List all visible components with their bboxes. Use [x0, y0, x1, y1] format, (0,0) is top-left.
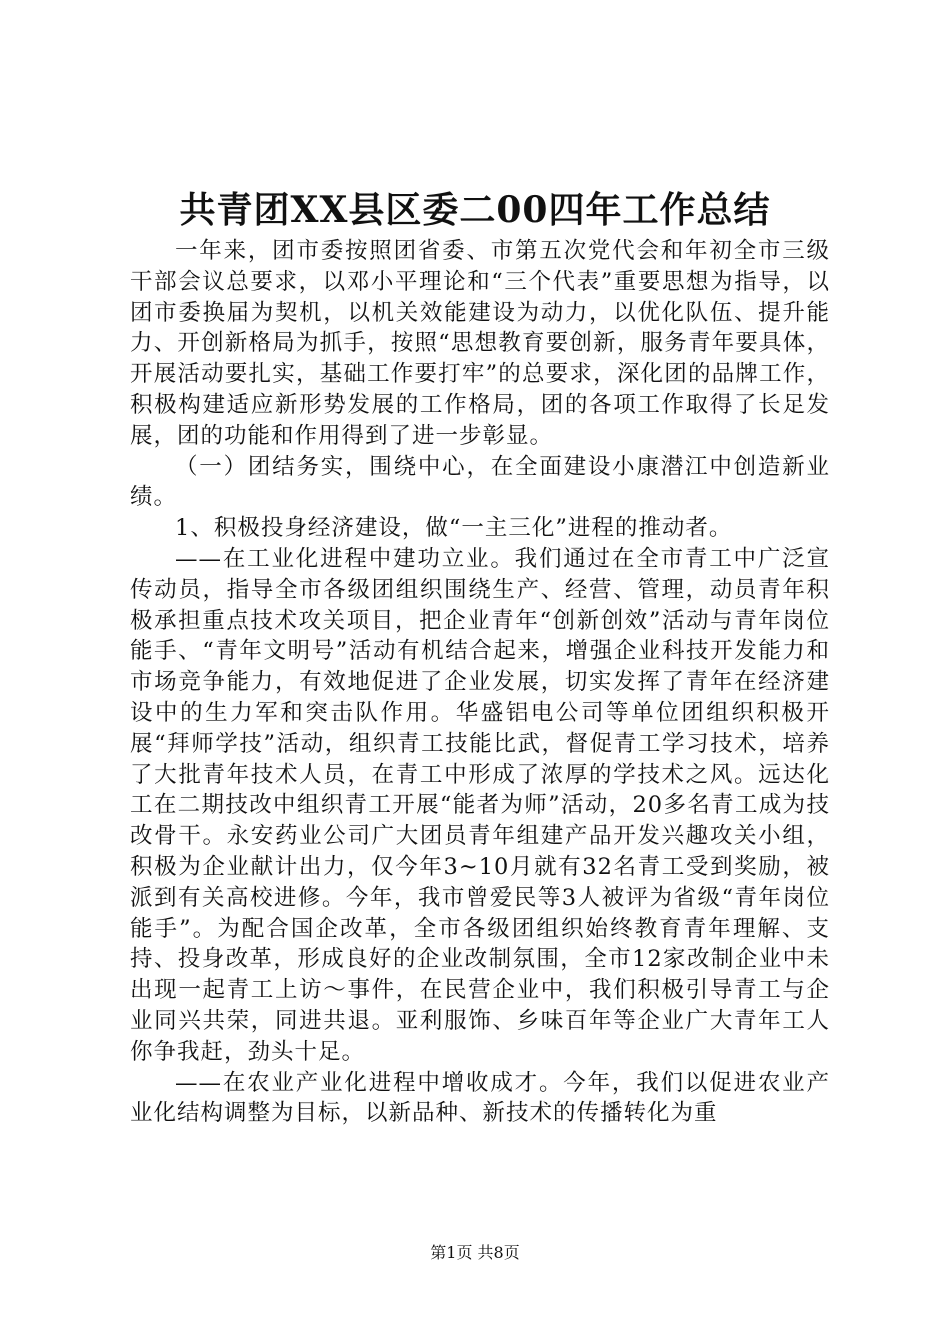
paragraph-agriculture: ——在农业产业化进程中增收成才。今年，我们以促进农业产业化结构调整为目标，以新品种、新技术的传播转化为重 — [130, 1069, 830, 1127]
document-title: 共青团XX县区委二00四年工作总结 — [179, 189, 771, 231]
page-number-footer: 第1页 共8页 — [430, 1243, 520, 1262]
paragraph-industry: ——在工业化进程中建功立业。我们通过在全市青工中广泛宣传动员，指导全市各级团组织围绕生产、经营、管理，动员青年积极承担重点技术攻关项目，把企业青年“创新创效”活动与青年岗位能手、“青年文明号”活动有机结合起来，增强企业科技开发能力和市场竞争能力，有效地促进了企业发展，切实发挥了青年在经济建设中的生力军和突击队作用。华盛铝电公司等单位团组织积极开展“拜师学技”活动，组织青工技能比武，督促青工学习技术，培养了大批青年技术人员，在青工中形成了浓厚的学技术之风。远达化工在二期技改中组织青工开展“能者为师”活动，20多名青工成为技改骨干。永安药业公司广大团员青年组建产品开发兴趣攻关小组，积极为企业献计出力，仅今年3~10月就有32名青工受到奖励，被派到有关高校进修。今年，我市曾爱民等3人被评为省级“青年岗位能手”。为配合国企改革，全市各级团组织始终教育青年理解、支持、投身改革，形成良好的企业改制氛围，全市12家改制企业中未出现一起青工上访～事件，在民营企业中，我们积极引导青工与企业同兴共荣，同进共退。亚利服饰、乡味百年等企业广大青年工人你争我赶，劲头十足。 — [130, 545, 830, 1065]
document-body — [130, 236, 830, 1129]
paragraph-section-heading: （一）团结务实，围绕中心，在全面建设小康潜江中创造新业绩。 — [130, 453, 830, 511]
paragraph-subheading: 1、积极投身经济建设，做“一主三化”进程的推动者。 — [175, 515, 733, 542]
paragraph-intro: 一年来，团市委按照团省委、市第五次党代会和年初全市三级干部会议总要求，以邓小平理论和“三个代表”重要思想为指导，以团市委换届为契机，以机关效能建设为动力，以优化队伍、提升能力、开创新格局为抓手，按照“思想教育要创新，服务青年要具体，开展活动要扎实，基础工作要打牢”的总要求，深化团的品牌工作，积极构建适应新形势发展的工作格局，团的各项工作取得了长足发展，团的功能和作用得到了进一步彰显。 — [130, 238, 830, 449]
